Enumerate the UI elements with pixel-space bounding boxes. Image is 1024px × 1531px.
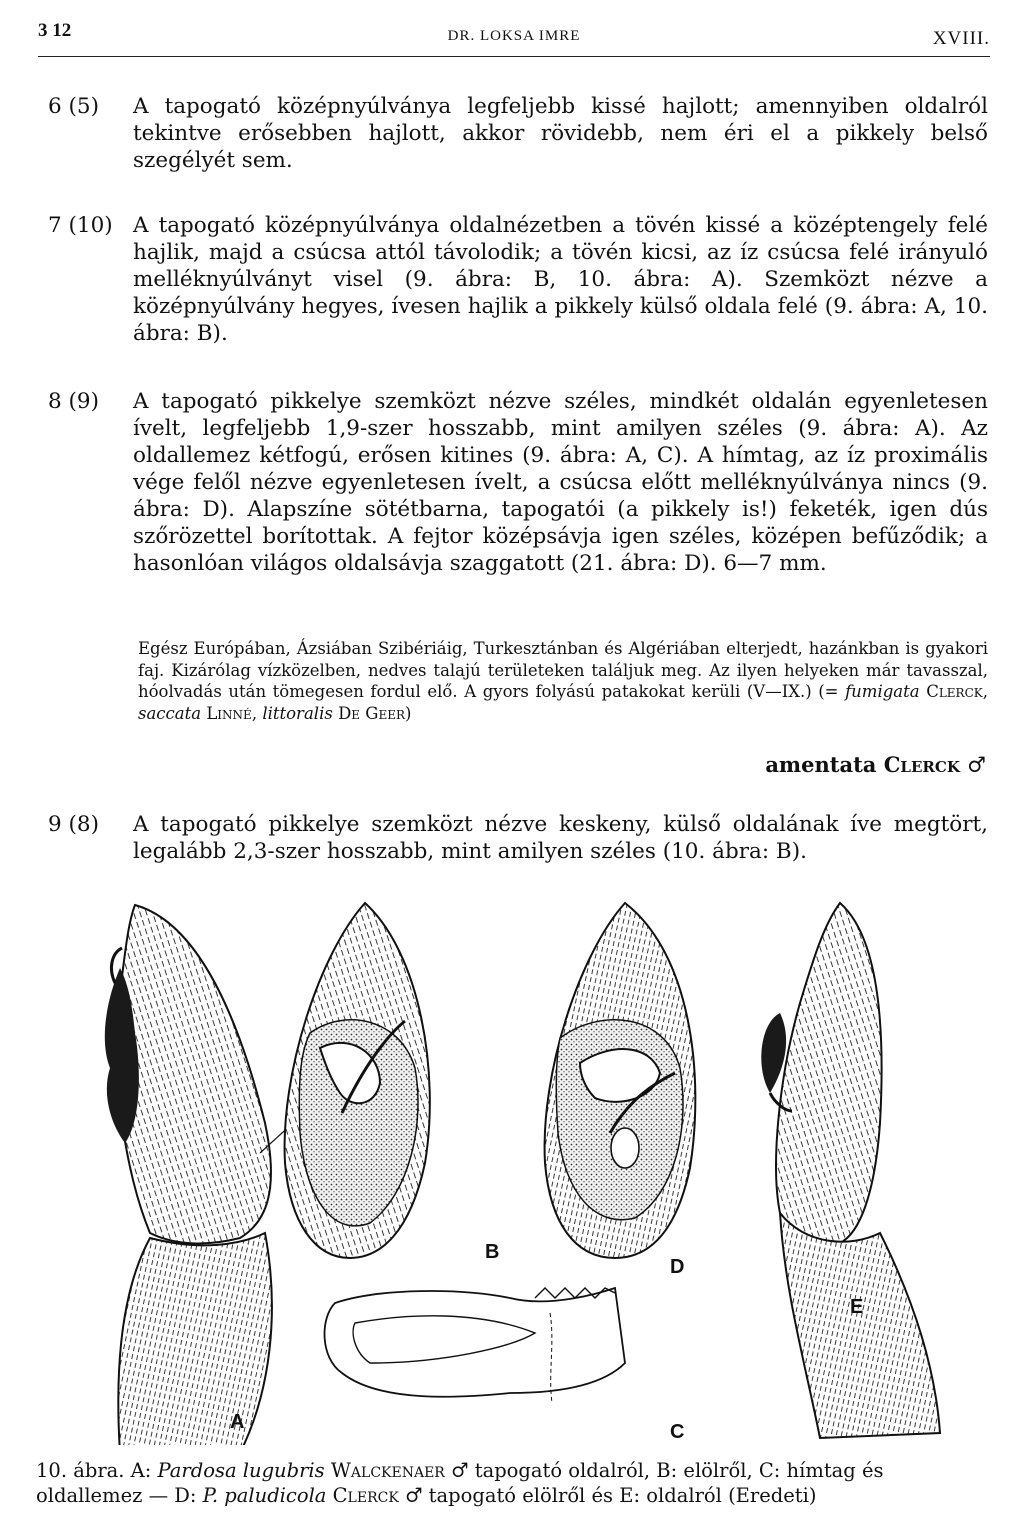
synonym: saccata [138,703,202,723]
species-name: amentata [765,752,877,777]
synonym: littoralis [262,703,333,723]
couplet-number: 8 (9) [48,389,99,414]
couplet-text: A tapogató pikkelye szemközt nézve keskeny, külső oldalának íve megtört, legalább 2,3-szer hosszabb, mint amilyen széles (10. ábra: B). [133,812,988,864]
figure-label-d: D [670,1256,685,1278]
caption-species: P. paludicola [202,1484,327,1507]
figure-label-a: A [230,1411,245,1433]
caption-text: A: [130,1459,152,1482]
couplet-9 [48,811,988,865]
caption-text: ♂ tapogató oldalról, B: elölről, C: hímtag és oldallemez — D: [36,1459,884,1507]
caption-author: Clerck [332,1484,399,1507]
figure-a-lateral-palp [105,905,315,1445]
running-header [38,20,990,50]
caption-text: ♂ tapogató elölről és E: oldalról (Eredeti) [405,1484,817,1507]
page-number: 3 12 [38,20,72,41]
couplet-text: A tapogató középnyúlványa oldalnézetben a tövén kissé a középtengely felé hajlik, majd a csúcsa attól távolodik; a tövén kicsi, az íz csúcsa felé irányuló melléknyúlványt visel (9. ábra: B, 10. ábra: A). Szemközt nézve a középnyúlvány hegyes, ívesen hajlik a pikkely külső oldala felé (9. ábra: A, 10. ábra: B). [133,213,988,346]
species-heading [765,752,986,777]
couplet-8 [48,388,988,577]
couplet-text: A tapogató pikkelye szemközt nézve széles, mindkét oldalán egyenletesen ívelt, legfeljebb 1,9-szer hosszabb, mint amilyen széles (9. ábra: A). Az oldallemez kétfogú, erősen kitines (9. ábra: A, C). A hímtag, az íz proximális vége felől nézve egyenletesen ívelt, a csúcsa előtt melléknyúlványa nincs (9. ábra: D). Alapszíne sötétbarna, tapogatói (a pikkely is!) feketék, igen dús szőrözettel borítottak. A fejtor középsávja igen széles, középen befűződik; a hasonlóan világos oldalsávja szaggatott (21. ábra: D). 6—7 mm. [133,389,988,576]
figure-c-embolus [325,1288,625,1403]
figure-label-c: C [670,1421,685,1443]
note-text: Egész Európában, Ázsiában Szibériáig, Turkesztánban és Algériában elterjedt, hazánkban is gyakori faj. Kizárólag vízközelben, nedves talajú területeken találjuk meg. Az ilyen helyeken már tavasszal, hóolvadás után tömegesen fordul elő. A gyors folyású patakokat kerüli (V—IX.) ( [138,639,988,701]
caption-species: Pardosa lugubris [157,1459,325,1482]
male-symbol: ♂ [967,753,986,777]
couplet-7 [48,212,988,347]
synonym-author: De Geer [338,703,406,723]
volume-number: XVIII. [932,28,990,49]
figure-d-frontal-palp [545,903,696,1258]
running-author: DR. LOKSA IMRE [447,28,581,44]
species-author: Clerck [883,752,960,777]
synonym-author: Linné [206,703,252,723]
header-rule [38,56,990,57]
couplet-6 [48,93,988,174]
synonym-author: Clerck [926,682,983,701]
couplet-number: 6 (5) [48,94,99,119]
couplet-text: A tapogató középnyúlványa legfeljebb kissé hajlott; amennyiben oldalról tekintve erősebben hajlott, akkor rövidebb, nem éri el a pikkely belső szegélyét sem. [133,94,988,173]
synonym: = fumigata [824,682,920,701]
couplet-number: 7 (10) [48,213,113,238]
figure-caption [36,1458,988,1508]
figure-label-e: E [850,1296,864,1318]
figure-e-lateral-palp [761,903,940,1438]
distribution-note: Egész Európában, Ázsiában Szibériáig, Turkesztánban és Algériában elterjedt, hazánkban is gyakori faj. Kizárólag vízközelben, nedves talajú területeken találjuk meg. Az ilyen helyeken már tavasszal, hóolvadás után tömegesen fordul elő. A gyors folyású patakokat kerüli (V—IX.) (= fumigata Clerck, saccata Linné, littoralis De Geer) [138,639,988,723]
caption-author: Walckenaer [330,1459,445,1482]
figure-b-frontal-palp [285,903,430,1258]
figure-label-b: B [485,1241,500,1263]
couplet-number: 9 (8) [48,812,99,837]
caption-label: 10. ábra. [36,1459,125,1482]
palp-illustration [80,893,1000,1445]
